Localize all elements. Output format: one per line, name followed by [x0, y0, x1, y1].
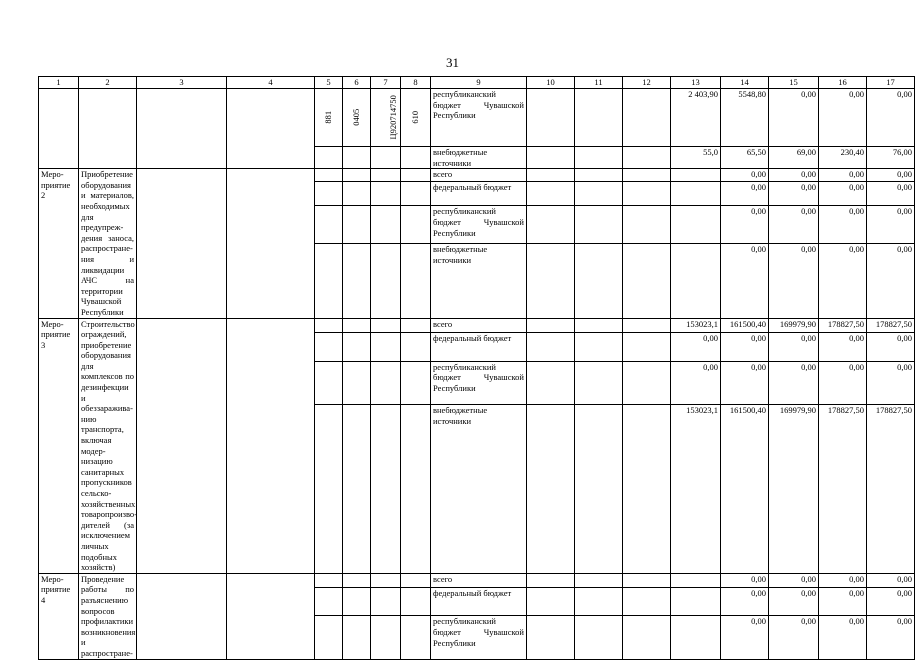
code-cell: [371, 244, 401, 318]
code-cell: [343, 182, 371, 206]
value-col-14: 161500,40: [721, 318, 769, 333]
group-col2: [79, 89, 137, 169]
value-col-16: 178827,50: [819, 318, 867, 333]
empty-cell: [527, 318, 575, 333]
value-col-14: 0,00: [721, 588, 769, 616]
value-col-13: 55,0: [671, 147, 721, 169]
empty-cell: [527, 361, 575, 405]
value-col-15: 0,00: [769, 89, 819, 147]
funding-source: внебюджетные источники: [431, 405, 527, 573]
empty-cell: [575, 89, 623, 147]
funding-source: республиканский бюджет Чувашской Республики: [431, 89, 527, 147]
code-cell: [315, 361, 343, 405]
value-col-17: 178827,50: [867, 318, 915, 333]
header-col-17: 17: [867, 77, 915, 89]
value-col-16: 178827,50: [819, 405, 867, 573]
empty-cell: [527, 588, 575, 616]
table-row: [39, 573, 915, 588]
value-col-16: 0,00: [819, 573, 867, 588]
empty-cell: [527, 616, 575, 659]
empty-cell: [527, 89, 575, 147]
code-cell: [371, 169, 401, 182]
empty-cell: [527, 147, 575, 169]
value-col-16: 0,00: [819, 333, 867, 361]
value-col-15: 0,00: [769, 182, 819, 206]
empty-cell: [527, 333, 575, 361]
empty-cell: [527, 573, 575, 588]
group-col4: [227, 169, 315, 318]
code-cell: [343, 616, 371, 659]
funding-source: республиканский бюджет Чувашской Республики: [431, 616, 527, 659]
measure-number: Мероприятие 4: [39, 573, 79, 659]
empty-cell: [575, 361, 623, 405]
code-cell: [401, 182, 431, 206]
value-col-15: 169979,90: [769, 318, 819, 333]
value-col-15: 169979,90: [769, 405, 819, 573]
value-col-13: [671, 244, 721, 318]
code-cell: [343, 244, 371, 318]
value-col-13: [671, 616, 721, 659]
empty-cell: [575, 182, 623, 206]
code-cell: [401, 169, 431, 182]
empty-cell: [623, 244, 671, 318]
code-cell: [343, 169, 371, 182]
group-col3: [137, 573, 227, 659]
code-cell: [401, 147, 431, 169]
code-cell: [371, 405, 401, 573]
code-cell: [401, 206, 431, 244]
value-col-16: 0,00: [819, 89, 867, 147]
empty-cell: [575, 333, 623, 361]
empty-cell: [575, 588, 623, 616]
funding-source: всего: [431, 318, 527, 333]
code-cell: [371, 333, 401, 361]
empty-cell: [623, 616, 671, 659]
value-col-14: 0,00: [721, 361, 769, 405]
value-col-14: 0,00: [721, 333, 769, 361]
header-col-8: 8: [401, 77, 431, 89]
empty-cell: [575, 244, 623, 318]
code-grbs-text: 881: [323, 111, 334, 124]
value-col-15: 0,00: [769, 361, 819, 405]
code-cell: [401, 318, 431, 333]
value-col-14: 0,00: [721, 206, 769, 244]
value-col-17: 178827,50: [867, 405, 915, 573]
code-cell: [401, 588, 431, 616]
empty-cell: [623, 361, 671, 405]
code-cell: [343, 573, 371, 588]
header-col-6: 6: [343, 77, 371, 89]
funding-source: внебюджетные источники: [431, 244, 527, 318]
value-col-16: 0,00: [819, 169, 867, 182]
empty-cell: [527, 206, 575, 244]
measure-description: Проведение работы по разъяснению вопросов профилактики возникновения и распростране-: [79, 573, 137, 659]
code-cell: [371, 361, 401, 405]
value-col-16: 0,00: [819, 182, 867, 206]
value-col-14: 0,00: [721, 169, 769, 182]
header-col-2: 2: [79, 77, 137, 89]
code-csr: [371, 89, 401, 147]
value-col-14: 65,50: [721, 147, 769, 169]
value-col-13: 0,00: [671, 361, 721, 405]
empty-cell: [527, 182, 575, 206]
code-cell: [315, 169, 343, 182]
code-cell: [401, 244, 431, 318]
budget-table: [38, 76, 915, 660]
code-cell: [343, 147, 371, 169]
code-cell: [315, 616, 343, 659]
value-col-13: 153023,1: [671, 318, 721, 333]
value-col-13: 2 403,90: [671, 89, 721, 147]
code-cell: [371, 206, 401, 244]
value-col-17: 0,00: [867, 573, 915, 588]
measure-number: Мероприятие 2: [39, 169, 79, 318]
code-cell: [371, 182, 401, 206]
code-cell: [343, 588, 371, 616]
value-col-15: 0,00: [769, 333, 819, 361]
code-cell: [371, 573, 401, 588]
table-row: [39, 89, 915, 147]
header-col-9: 9: [431, 77, 527, 89]
value-col-16: 0,00: [819, 616, 867, 659]
code-cell: [401, 361, 431, 405]
funding-source: федеральный бюджет: [431, 182, 527, 206]
value-col-15: 0,00: [769, 169, 819, 182]
value-col-13: [671, 206, 721, 244]
code-cell: [315, 333, 343, 361]
value-col-16: 230,40: [819, 147, 867, 169]
header-col-4: 4: [227, 77, 315, 89]
code-cell: [315, 573, 343, 588]
value-col-14: 0,00: [721, 182, 769, 206]
empty-cell: [623, 405, 671, 573]
value-col-16: 0,00: [819, 361, 867, 405]
value-col-14: 0,00: [721, 573, 769, 588]
value-col-17: 0,00: [867, 206, 915, 244]
value-col-17: 0,00: [867, 588, 915, 616]
header-row: [39, 77, 915, 89]
empty-cell: [575, 405, 623, 573]
header-col-14: 14: [721, 77, 769, 89]
value-col-13: [671, 169, 721, 182]
value-col-14: 161500,40: [721, 405, 769, 573]
funding-source: внебюджетные источники: [431, 147, 527, 169]
group-col3: [137, 169, 227, 318]
code-cell: [343, 206, 371, 244]
header-col-7: 7: [371, 77, 401, 89]
value-col-13: 153023,1: [671, 405, 721, 573]
empty-cell: [575, 169, 623, 182]
code-cell: [315, 182, 343, 206]
header-col-16: 16: [819, 77, 867, 89]
value-col-17: 0,00: [867, 616, 915, 659]
code-cell: [343, 405, 371, 573]
funding-source: федеральный бюджет: [431, 333, 527, 361]
value-col-16: 0,00: [819, 588, 867, 616]
code-cell: [315, 318, 343, 333]
empty-cell: [527, 169, 575, 182]
measure-description: Строительство ограждений, приобретение оборудования для комплексов по дезинфекции и обеззараживанию транспорта, включая модернизацию санитарных пропускников сельскохозяйственных товаропроизводителей (за исключением личных подобных хозяйств): [79, 318, 137, 573]
code-cell: [401, 333, 431, 361]
measure-number: Мероприятие 3: [39, 318, 79, 573]
value-col-13: 0,00: [671, 333, 721, 361]
empty-cell: [623, 333, 671, 361]
empty-cell: [623, 169, 671, 182]
header-col-3: 3: [137, 77, 227, 89]
code-cell: [401, 573, 431, 588]
value-col-17: 0,00: [867, 89, 915, 147]
code-cell: [315, 206, 343, 244]
empty-cell: [527, 405, 575, 573]
value-col-17: 0,00: [867, 244, 915, 318]
empty-cell: [623, 147, 671, 169]
value-col-15: 0,00: [769, 573, 819, 588]
value-col-15: 0,00: [769, 588, 819, 616]
page-number: 31: [446, 55, 459, 70]
value-col-16: 0,00: [819, 206, 867, 244]
header-col-15: 15: [769, 77, 819, 89]
funding-source: республиканский бюджет Чувашской Республики: [431, 361, 527, 405]
empty-cell: [575, 318, 623, 333]
code-cell: [343, 318, 371, 333]
value-col-14: 5548,80: [721, 89, 769, 147]
code-cell: [371, 147, 401, 169]
empty-cell: [623, 206, 671, 244]
empty-cell: [575, 147, 623, 169]
code-cell: [371, 318, 401, 333]
table-row: [39, 169, 915, 182]
value-col-17: 76,00: [867, 147, 915, 169]
empty-cell: [623, 588, 671, 616]
code-cell: [401, 405, 431, 573]
code-cell: [371, 588, 401, 616]
group-col4: [227, 89, 315, 169]
group-col3: [137, 89, 227, 169]
code-cell: [315, 405, 343, 573]
funding-source: всего: [431, 169, 527, 182]
header-col-13: 13: [671, 77, 721, 89]
value-col-15: 0,00: [769, 616, 819, 659]
funding-source: всего: [431, 573, 527, 588]
code-rzpr: [343, 89, 371, 147]
value-col-17: 0,00: [867, 333, 915, 361]
empty-cell: [527, 244, 575, 318]
empty-cell: [575, 616, 623, 659]
empty-cell: [575, 573, 623, 588]
code-cell: [315, 244, 343, 318]
code-cell: [343, 361, 371, 405]
header-col-11: 11: [575, 77, 623, 89]
value-col-15: 0,00: [769, 244, 819, 318]
header-col-10: 10: [527, 77, 575, 89]
group-col1: [39, 89, 79, 169]
code-cell: [343, 333, 371, 361]
empty-cell: [623, 573, 671, 588]
code-cell: [315, 147, 343, 169]
value-col-17: 0,00: [867, 182, 915, 206]
value-col-16: 0,00: [819, 244, 867, 318]
code-cell: [371, 616, 401, 659]
code-vr: [401, 89, 431, 147]
code-cell: [401, 616, 431, 659]
empty-cell: [575, 206, 623, 244]
value-col-15: 69,00: [769, 147, 819, 169]
empty-cell: [623, 318, 671, 333]
value-col-15: 0,00: [769, 206, 819, 244]
header-col-12: 12: [623, 77, 671, 89]
value-col-13: [671, 182, 721, 206]
value-col-14: 0,00: [721, 616, 769, 659]
empty-cell: [623, 89, 671, 147]
code-grbs: [315, 89, 343, 147]
code-vr-text: 610: [410, 111, 421, 124]
measure-description: Приобретение оборудования и материалов, необходимых для предупреждения заноса, распространения и ликвидации АЧС на территории Чувашской Республики: [79, 169, 137, 318]
header-col-5: 5: [315, 77, 343, 89]
value-col-17: 0,00: [867, 169, 915, 182]
code-csr-text: Ц920714750: [387, 95, 398, 140]
group-col4: [227, 573, 315, 659]
value-col-17: 0,00: [867, 361, 915, 405]
table-body: [39, 77, 915, 660]
code-cell: [315, 588, 343, 616]
empty-cell: [623, 182, 671, 206]
value-col-14: 0,00: [721, 244, 769, 318]
group-col3: [137, 318, 227, 573]
group-col4: [227, 318, 315, 573]
value-col-13: [671, 573, 721, 588]
code-rzpr-text: 0405: [351, 109, 362, 126]
header-col-1: 1: [39, 77, 79, 89]
table-row: [39, 318, 915, 333]
value-col-13: [671, 588, 721, 616]
funding-source: республиканский бюджет Чувашской Республики: [431, 206, 527, 244]
funding-source: федеральный бюджет: [431, 588, 527, 616]
